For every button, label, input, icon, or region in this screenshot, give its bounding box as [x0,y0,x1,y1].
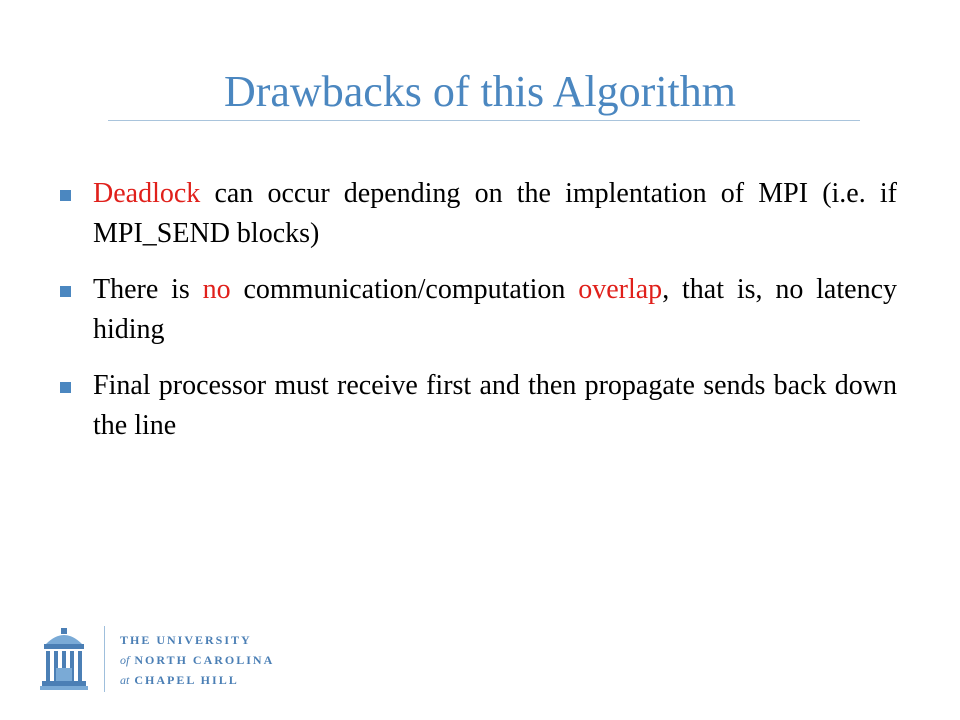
wordmark-line-1: THE UNIVERSITY [120,633,252,647]
plain-text: , that is, no latency hiding [93,274,897,345]
square-bullet-icon [60,286,71,297]
university-wordmark [120,630,274,690]
bullet-list [57,174,897,462]
plain-text: There is [93,274,203,305]
unc-logo [38,624,298,694]
plain-text: can occur depending on the implentation of MPI (i.e. if MPI_SEND blocks) [93,178,897,249]
bullet-text [93,178,897,249]
highlight-text: no [202,274,231,305]
logo-divider [104,626,105,692]
highlight-text: Deadlock [93,178,201,209]
plain-text: communication/computation [230,274,579,305]
highlight-text: overlap [578,274,663,305]
slide-title: Drawbacks of this Algorithm [223,67,737,116]
bullet-text [93,274,897,345]
wordmark-line-2: of NORTH CAROLINA [120,653,275,667]
square-bullet-icon [60,382,71,393]
old-well-icon [38,624,90,692]
bullet-item [57,270,897,350]
wordmark-line-3: at CHAPEL HILL [120,673,239,687]
bullet-item [57,174,897,254]
bullet-item [57,366,897,446]
bullet-text [93,370,897,441]
title-divider [108,120,860,121]
square-bullet-icon [60,190,71,201]
plain-text: Final processor must receive first and then propagate sends back down the line [93,370,897,441]
